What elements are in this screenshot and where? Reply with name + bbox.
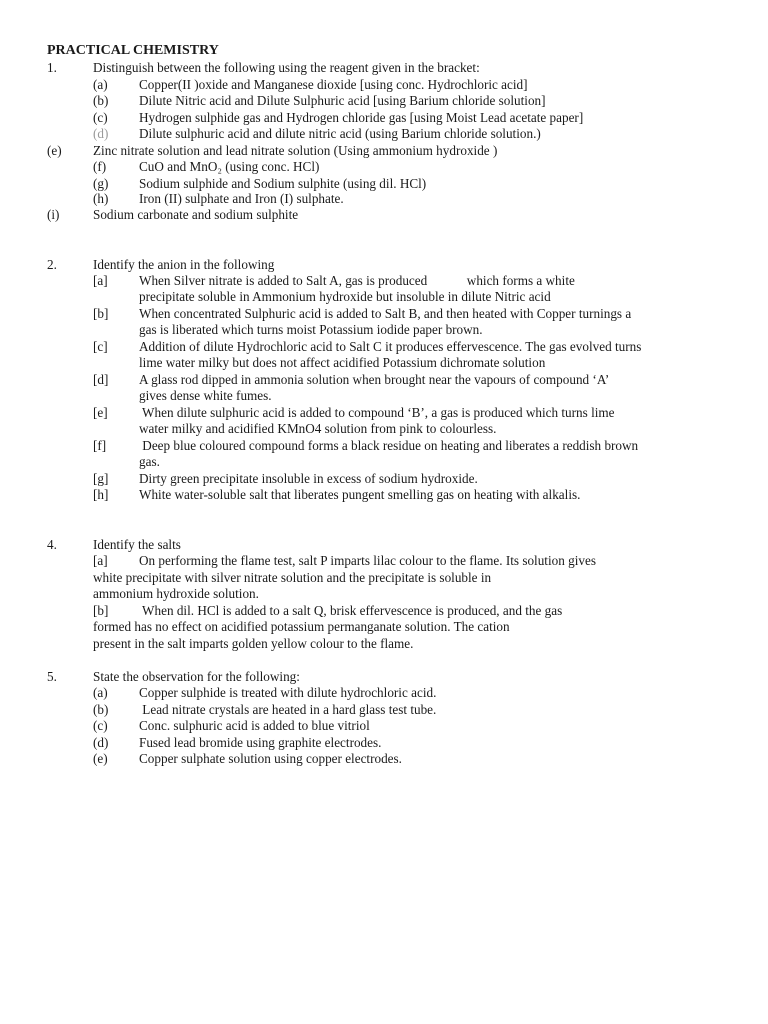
- q4-number: 4.: [47, 537, 57, 552]
- q2-item-a-line1: When Silver nitrate is added to Salt A, gas is produced which forms a white: [139, 273, 575, 288]
- q2-item-c-label: [c]: [93, 339, 108, 354]
- q2-item-g-line1: Dirty green precipitate insoluble in excess of sodium hydroxide.: [139, 471, 478, 486]
- q2-item-b-line1: When concentrated Sulphuric acid is added to Salt B, and then heated with Copper turnings a: [139, 306, 632, 321]
- q2-item-e-line1: When dilute sulphuric acid is added to compound ‘B’, a gas is produced which turns lime: [139, 405, 615, 420]
- q2-item-a-label: [a]: [93, 273, 108, 288]
- q5-item-d-text: Fused lead bromide using graphite electrodes.: [139, 735, 382, 750]
- q5-item-a-label: (a): [93, 685, 108, 700]
- q1-item-e-label: (e): [47, 143, 62, 158]
- q1-item-d-label: (d): [93, 126, 109, 141]
- q2-item-d-label: [d]: [93, 372, 109, 387]
- q1-item-g-label: (g): [93, 176, 109, 191]
- q2-item-b-line2: gas is liberated which turns moist Potassium iodide paper brown.: [139, 322, 483, 337]
- q2-item-h-label: [h]: [93, 487, 109, 502]
- q5-item-b-label: (b): [93, 702, 109, 717]
- q2-item-f-label: [f]: [93, 438, 107, 453]
- q1-item-b-text: Dilute Nitric acid and Dilute Sulphuric acid [using Barium chloride solution]: [139, 93, 546, 108]
- q4-item-a-line2: white precipitate with silver nitrate solution and the precipitate is soluble in: [93, 570, 492, 585]
- q5-text: State the observation for the following:: [93, 669, 300, 684]
- q4-text: Identify the salts: [93, 537, 181, 552]
- q4-item-a-line3: ammonium hydroxide solution.: [93, 586, 259, 601]
- q2-item-d-line2: gives dense white fumes.: [139, 388, 272, 403]
- q5-item-c-label: (c): [93, 718, 108, 733]
- q1-item-a-text: Copper(II )oxide and Manganese dioxide [using conc. Hydrochloric acid]: [139, 77, 528, 92]
- q1-item-c-label: (c): [93, 110, 108, 125]
- q2-text: Identify the anion in the following: [93, 257, 275, 272]
- q1-item-a-label: (a): [93, 77, 108, 92]
- q1-item-h-label: (h): [93, 191, 109, 206]
- q4-item-b-line3: present in the salt imparts golden yellow colour to the flame.: [93, 636, 414, 651]
- q2-item-g-label: [g]: [93, 471, 109, 486]
- q2-item-b-label: [b]: [93, 306, 109, 321]
- q1-number: 1.: [47, 60, 57, 75]
- q5-number: 5.: [47, 669, 57, 684]
- q1-item-d-text: Dilute sulphuric acid and dilute nitric acid (using Barium chloride solution.): [139, 126, 541, 141]
- q1-text: Distinguish between the following using the reagent given in the bracket:: [93, 60, 480, 75]
- q1-item-i-label: (i): [47, 207, 60, 222]
- q5-item-e-text: Copper sulphate solution using copper electrodes.: [139, 751, 402, 766]
- q1-item-f-text: CuO and MnO₂ (using conc. HCl): [139, 159, 320, 174]
- q5-item-a-text: Copper sulphide is treated with dilute hydrochloric acid.: [139, 685, 437, 700]
- q4-item-b-line1: When dil. HCl is added to a salt Q, brisk effervescence is produced, and the gas: [139, 603, 563, 618]
- q2-item-c-line2: lime water milky but does not affect acidified Potassium dichromate solution: [139, 355, 546, 370]
- q1-item-f-label: (f): [93, 159, 107, 174]
- q5-item-d-label: (d): [93, 735, 109, 750]
- q2-item-a-line2: precipitate soluble in Ammonium hydroxide but insoluble in dilute Nitric acid: [139, 289, 551, 304]
- q2-item-h-line1: White water-soluble salt that liberates pungent smelling gas on heating with alkalis.: [139, 487, 581, 502]
- q5-item-b-text: Lead nitrate crystals are heated in a hard glass test tube.: [139, 702, 437, 717]
- q4-item-a-line1: On performing the flame test, salt P imparts lilac colour to the flame. Its solution gives: [139, 553, 596, 568]
- q2-item-f-line2: gas.: [139, 454, 160, 469]
- q4-item-a-label: [a]: [93, 553, 108, 568]
- q2-item-d-line1: A glass rod dipped in ammonia solution when brought near the vapours of compound ‘A’: [139, 372, 610, 387]
- q2-item-f-line1: Deep blue coloured compound forms a black residue on heating and liberates a reddish brown: [139, 438, 639, 453]
- q4-item-b-label: [b]: [93, 603, 109, 618]
- page-title: PRACTICAL CHEMISTRY: [47, 43, 219, 58]
- q5-item-c-text: Conc. sulphuric acid is added to blue vitriol: [139, 718, 370, 733]
- q1-item-i-text: Sodium carbonate and sodium sulphite: [93, 207, 299, 222]
- q2-number: 2.: [47, 257, 57, 272]
- q2-item-e-label: [e]: [93, 405, 108, 420]
- q1-item-h-text: Iron (II) sulphate and Iron (I) sulphate.: [139, 191, 344, 206]
- q1-item-g-text: Sodium sulphide and Sodium sulphite (using dil. HCl): [139, 176, 427, 191]
- q1-item-c-text: Hydrogen sulphide gas and Hydrogen chloride gas [using Moist Lead acetate paper]: [139, 110, 584, 125]
- q5-item-e-label: (e): [93, 751, 108, 766]
- q2-item-e-line2: water milky and acidified KMnO4 solution from pink to colourless.: [139, 421, 497, 436]
- q2-item-c-line1: Addition of dilute Hydrochloric acid to Salt C it produces effervescence. The gas evolved turns: [139, 339, 642, 354]
- q1-item-e-text: Zinc nitrate solution and lead nitrate solution (Using ammonium hydroxide ): [93, 143, 498, 158]
- q1-item-b-label: (b): [93, 93, 109, 108]
- q4-item-b-line2: formed has no effect on acidified potassium permanganate solution. The cation: [93, 619, 510, 634]
